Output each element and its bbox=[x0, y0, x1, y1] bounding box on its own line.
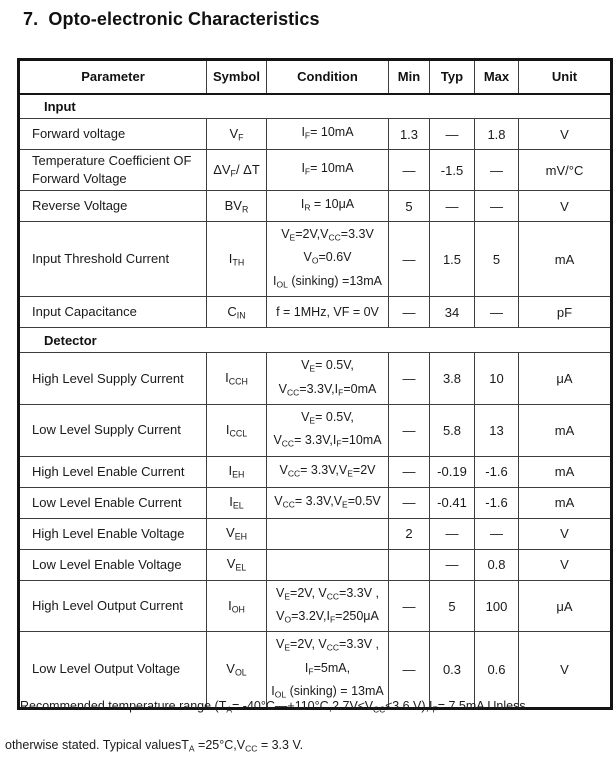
table-row bbox=[19, 222, 612, 297]
cell-typ: 5.8 bbox=[430, 404, 475, 456]
table-row bbox=[19, 404, 612, 456]
column-header-unit: Unit bbox=[519, 60, 612, 94]
condition-line: $I_F=5mA$, bbox=[304, 660, 351, 677]
cell-condition bbox=[267, 487, 389, 518]
section-label: Input bbox=[19, 94, 612, 119]
cell-unit: pF bbox=[519, 297, 612, 328]
section-row bbox=[19, 94, 612, 119]
column-header-min: Min bbox=[389, 60, 430, 94]
cell-parameter: Input Capacitance bbox=[19, 297, 207, 328]
condition-line: $V_E=2V$, $V_{CC}=3.3V$ , bbox=[276, 637, 379, 653]
table-row bbox=[19, 518, 612, 549]
characteristics-table bbox=[17, 58, 613, 710]
cell-condition bbox=[267, 580, 389, 632]
cell-parameter: Low Level Supply Current bbox=[19, 404, 207, 456]
cell-symbol: $C_{IN}$ bbox=[207, 297, 267, 328]
condition-line: $I_F= 10mA$ bbox=[301, 161, 354, 177]
table-row bbox=[19, 632, 612, 708]
cell-min: — bbox=[389, 456, 430, 487]
condition-line: $I_R = 10\mu A$ bbox=[300, 197, 355, 213]
cell-min: 1.3 bbox=[389, 119, 430, 150]
column-header-typ: Typ bbox=[430, 60, 475, 94]
cell-symbol: $I_{EL}$ bbox=[207, 487, 267, 518]
cell-typ: 3.8 bbox=[430, 353, 475, 405]
cell-min: — bbox=[389, 353, 430, 405]
cell-symbol: $I_{EH}$ bbox=[207, 456, 267, 487]
cell-typ: 0.3 bbox=[430, 632, 475, 708]
cell-max: — bbox=[475, 150, 519, 191]
cell-max: 13 bbox=[475, 404, 519, 456]
cell-max: — bbox=[475, 297, 519, 328]
cell-typ: 34 bbox=[430, 297, 475, 328]
cell-unit: mV/°C bbox=[519, 150, 612, 191]
cell-unit: V bbox=[519, 191, 612, 222]
condition-line: $I_{OL}$ (sinking) = 13mA bbox=[271, 684, 384, 700]
cell-parameter: Input Threshold Current bbox=[19, 222, 207, 297]
condition-line: $V_{CC}= 3.3V,V_E=0.5V$ bbox=[274, 493, 381, 510]
condition-line: $V_{CC}= 3.3V,V_E=2V$ bbox=[279, 462, 376, 479]
cell-condition bbox=[267, 150, 389, 191]
table-row bbox=[19, 191, 612, 222]
table-row bbox=[19, 297, 612, 328]
cell-condition bbox=[267, 191, 389, 222]
note-line: Recommended temperature range ($T_A=$ $-40^\circ C—+110^\circ C,2.7V\le V_{CC}\le 3.6$ $V),I_F= 7.5mA$ Unless bbox=[20, 699, 526, 715]
cell-symbol: $V_{EH}$ bbox=[207, 518, 267, 549]
condition-line: $V_{CC}= 3.3V,I_F=10mA$ bbox=[273, 433, 382, 449]
table-row bbox=[19, 119, 612, 150]
condition-line: $V_O=3.2V,I_F=250\mu A$ bbox=[276, 609, 379, 625]
cell-max: 100 bbox=[475, 580, 519, 632]
table-row bbox=[19, 549, 612, 580]
condition-line: $V_E= 0.5V$, bbox=[301, 358, 354, 374]
cell-typ: 5 bbox=[430, 580, 475, 632]
cell-symbol: $I_{TH}$ bbox=[207, 222, 267, 297]
cell-condition bbox=[267, 518, 389, 549]
cell-unit: mA bbox=[519, 456, 612, 487]
cell-condition bbox=[267, 119, 389, 150]
cell-parameter: High Level Output Current bbox=[19, 580, 207, 632]
condition-line: $I_F= 10mA$ bbox=[301, 125, 354, 141]
cell-symbol: $V_F$ bbox=[207, 119, 267, 150]
cell-condition bbox=[267, 632, 389, 708]
cell-condition bbox=[267, 297, 389, 328]
cell-max: 5 bbox=[475, 222, 519, 297]
cell-parameter: High Level Enable Voltage bbox=[19, 518, 207, 549]
condition-line: $V_E= 0.5V$, bbox=[301, 409, 354, 426]
column-header-max: Max bbox=[475, 60, 519, 94]
cell-min: 2 bbox=[389, 518, 430, 549]
cell-condition bbox=[267, 456, 389, 487]
condition-line: $V_E=2V$, $V_{CC}=3.3V$ , bbox=[276, 585, 379, 601]
cell-parameter: High Level Supply Current bbox=[19, 353, 207, 405]
cell-typ: -0.19 bbox=[430, 456, 475, 487]
cell-typ: — bbox=[430, 119, 475, 150]
cell-max: 0.8 bbox=[475, 549, 519, 580]
cell-parameter: High Level Enable Current bbox=[19, 456, 207, 487]
cell-unit: mA bbox=[519, 222, 612, 297]
condition-line: $V_{CC}=3.3V,I_F=0mA$ bbox=[278, 381, 377, 397]
header-row bbox=[19, 60, 612, 94]
condition-line: $V_O=0.6V$ bbox=[303, 250, 352, 266]
table-body bbox=[19, 94, 612, 709]
cell-max: -1.6 bbox=[475, 456, 519, 487]
cell-parameter: Reverse Voltage bbox=[19, 191, 207, 222]
cell-condition bbox=[267, 549, 389, 580]
cell-typ: -0.41 bbox=[430, 487, 475, 518]
condition-line: $V_E=2V,V_{CC}=3.3V$ bbox=[281, 227, 374, 243]
cell-max: 1.8 bbox=[475, 119, 519, 150]
cell-parameter: Low Level Enable Current bbox=[19, 487, 207, 518]
cell-min: — bbox=[389, 487, 430, 518]
table-row bbox=[19, 150, 612, 191]
cell-min: 5 bbox=[389, 191, 430, 222]
cell-symbol: $I_{CCL}$ bbox=[207, 404, 267, 456]
cell-parameter: Forward voltage bbox=[19, 119, 207, 150]
cell-symbol: $I_{OH}$ bbox=[207, 580, 267, 632]
cell-symbol: $\Delta V_F/$ ΔT bbox=[207, 150, 267, 191]
cell-symbol: $V_{EL}$ bbox=[207, 549, 267, 580]
cell-max: 0.6 bbox=[475, 632, 519, 708]
cell-condition bbox=[267, 222, 389, 297]
cell-parameter: Low Level Enable Voltage bbox=[19, 549, 207, 580]
cell-unit: V bbox=[519, 549, 612, 580]
cell-max: — bbox=[475, 191, 519, 222]
column-header-condition: Condition bbox=[267, 60, 389, 94]
note-line: otherwise stated. Typical valuesT$_A$ $=25^\circ C,V_{CC} = 3.3$ V. bbox=[5, 738, 304, 754]
cell-typ: -1.5 bbox=[430, 150, 475, 191]
cell-max: 10 bbox=[475, 353, 519, 405]
column-header-symbol: Symbol bbox=[207, 60, 267, 94]
cell-symbol: $V_{OL}$ bbox=[207, 632, 267, 708]
table-row bbox=[19, 487, 612, 518]
cell-symbol: $I_{CCH}$ bbox=[207, 353, 267, 405]
cell-condition bbox=[267, 404, 389, 456]
cell-unit: mA bbox=[519, 404, 612, 456]
cell-symbol: $BV_R$ bbox=[207, 191, 267, 222]
cell-typ: — bbox=[430, 191, 475, 222]
condition-line: f = 1MHz, VF = 0V bbox=[276, 305, 379, 320]
table-row bbox=[19, 580, 612, 632]
section-row bbox=[19, 328, 612, 353]
cell-unit: mA bbox=[519, 487, 612, 518]
cell-min: — bbox=[389, 580, 430, 632]
cell-unit: V bbox=[519, 518, 612, 549]
cell-parameter: Temperature Coefficient OF Forward Voltage bbox=[19, 150, 207, 191]
cell-condition bbox=[267, 353, 389, 405]
cell-typ: — bbox=[430, 518, 475, 549]
cell-unit: μA bbox=[519, 580, 612, 632]
table-row bbox=[19, 353, 612, 405]
cell-parameter: Low Level Output Voltage bbox=[19, 632, 207, 708]
cell-min: — bbox=[389, 150, 430, 191]
section-label: Detector bbox=[19, 328, 612, 353]
cell-unit: V bbox=[519, 632, 612, 708]
cell-min: — bbox=[389, 404, 430, 456]
table-row bbox=[19, 456, 612, 487]
cell-typ: 1.5 bbox=[430, 222, 475, 297]
cell-min bbox=[389, 549, 430, 580]
cell-max: -1.6 bbox=[475, 487, 519, 518]
cell-unit: V bbox=[519, 119, 612, 150]
cell-min: — bbox=[389, 222, 430, 297]
cell-min: — bbox=[389, 297, 430, 328]
cell-unit: μA bbox=[519, 353, 612, 405]
column-header-parameter: Parameter bbox=[19, 60, 207, 94]
page-title: 7. Opto-electronic Characteristics bbox=[23, 9, 320, 29]
cell-typ: — bbox=[430, 549, 475, 580]
condition-line: $I_{OL}$ (sinking) =13mA bbox=[273, 273, 382, 290]
cell-max: — bbox=[475, 518, 519, 549]
cell-min: — bbox=[389, 632, 430, 708]
